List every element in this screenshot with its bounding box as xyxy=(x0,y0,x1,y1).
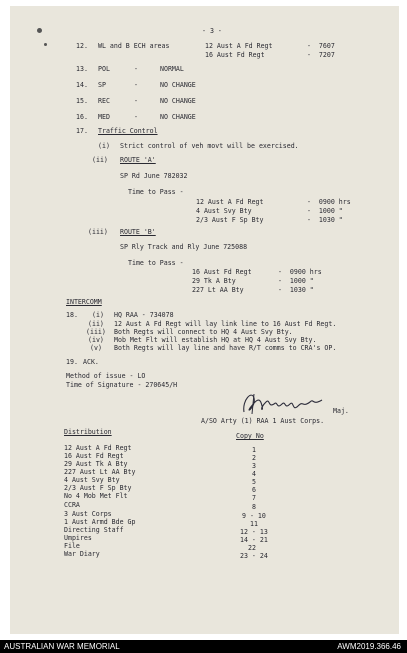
route-heading: ROUTE 'B' xyxy=(120,228,156,236)
sub-number: (iii) xyxy=(86,328,106,336)
distribution-copy: 6 xyxy=(252,486,256,494)
route-time: - 1030 " xyxy=(278,286,314,294)
archive-footer xyxy=(0,640,407,653)
sub-number: (ii) xyxy=(88,320,104,328)
start-point: SP Rly Track and Rly June 725088 xyxy=(120,243,248,251)
distribution-copy: 4 xyxy=(252,470,256,478)
document-page xyxy=(10,6,399,634)
distribution-copy: 8 xyxy=(252,503,256,511)
sub-number: (iii) xyxy=(88,228,108,236)
distribution-recipient: 3 Aust Corps xyxy=(64,510,112,518)
distribution-copy: 2 xyxy=(252,454,256,462)
distribution-recipient: Umpires xyxy=(64,534,92,542)
sub-text: Both Regts will connect to HQ 4 Aust Svy Bty. xyxy=(114,328,293,336)
distribution-copy: 7 xyxy=(252,494,256,502)
route-unit: 16 Aust Fd Regt xyxy=(192,268,252,276)
route-unit: 227 Lt AA Bty xyxy=(192,286,244,294)
start-point: SP Rd June 782032 xyxy=(120,172,188,180)
distribution-recipient: 29 Aust Tk A Bty xyxy=(64,460,128,468)
para-label: POL xyxy=(98,65,110,73)
distribution-recipient: 16 Aust Fd Regt xyxy=(64,452,124,460)
para-label: SP xyxy=(98,81,106,89)
unit-name: 12 Aust A Fd Regt xyxy=(205,42,273,50)
para-number: 13. xyxy=(76,65,88,73)
distribution-recipient: 1 Aust Armd Bde Gp xyxy=(64,518,136,526)
distribution-copy: 23 - 24 xyxy=(240,552,268,560)
para-number: 12. xyxy=(76,42,88,50)
sub-text: Mob Met Flt will establish HQ at HQ 4 Aust Svy Bty. xyxy=(114,336,317,344)
page-number: - 3 - xyxy=(202,27,222,35)
copy-number-heading: Copy No xyxy=(236,432,264,440)
para-value: NORMAL xyxy=(160,65,184,73)
punch-hole xyxy=(44,43,47,46)
distribution-recipient: CCRA xyxy=(64,501,80,509)
time-to-pass-label: Time to Pass - xyxy=(128,259,184,267)
para-number: 18. xyxy=(66,311,78,319)
distribution-recipient: No 4 Mob Met Flt xyxy=(64,492,128,500)
route-unit: 2/3 Aust F Sp Bty xyxy=(196,216,264,224)
dash: - xyxy=(134,65,138,73)
para-number: 14. xyxy=(76,81,88,89)
para-label: MED xyxy=(98,113,110,121)
sub-text: 12 Aust A Fd Regt will lay link line to 16 Aust Fd Regt. xyxy=(114,320,337,328)
sub-text: Strict control of veh movt will be exercised. xyxy=(120,142,299,150)
distribution-recipient: War Diary xyxy=(64,550,100,558)
route-time: - 1000 " xyxy=(307,207,343,215)
sub-number: (i) xyxy=(92,311,104,319)
sub-number: (i) xyxy=(98,142,110,150)
time-to-pass-label: Time to Pass - xyxy=(128,188,184,196)
distribution-copy: 3 xyxy=(252,462,256,470)
sub-number: (iv) xyxy=(88,336,104,344)
distribution-copy: 9 - 10 xyxy=(242,512,266,520)
unit-name: 16 Aust Fd Regt xyxy=(205,51,265,59)
para-value: NO CHANGE xyxy=(160,97,196,105)
section-heading: Traffic Control xyxy=(98,127,158,135)
route-unit: 29 Tk A Bty xyxy=(192,277,236,285)
sub-number: (v) xyxy=(90,344,102,352)
sub-number: (ii) xyxy=(92,156,108,164)
route-time: - 1030 " xyxy=(307,216,343,224)
distribution-recipient: 4 Aust Svy Bty xyxy=(64,476,120,484)
distribution-copy: 5 xyxy=(252,478,256,486)
distribution-recipient: Directing Staff xyxy=(64,526,124,534)
route-unit: 4 Aust Svy Bty xyxy=(196,207,252,215)
distribution-copy: 12 - 13 xyxy=(240,528,268,536)
distribution-copy: 14 - 21 xyxy=(240,536,268,544)
route-time: - 1000 " xyxy=(278,277,314,285)
para-number: 16. xyxy=(76,113,88,121)
footer-accession-number: AWM2019.366.46 xyxy=(337,642,401,651)
sub-text: Both Regts will lay line and have R/T comms to CRA's OP. xyxy=(114,344,337,352)
signatory-title: A/SO Arty (1) RAA 1 Aust Corps. xyxy=(201,417,325,425)
dash: - xyxy=(134,81,138,89)
para-label: ACK. xyxy=(83,358,99,366)
route-unit: 12 Aust A Fd Regt xyxy=(196,198,264,206)
distribution-copy: 22 xyxy=(248,544,256,552)
distribution-recipient: 12 Aust A Fd Regt xyxy=(64,444,132,452)
distribution-copy: 1 xyxy=(252,446,256,454)
signatory-rank: Maj. xyxy=(333,407,349,415)
sub-text: HQ RAA - 734078 xyxy=(114,311,174,319)
para-number: 19. xyxy=(66,358,78,366)
distribution-copy: 11 xyxy=(250,520,258,528)
distribution-recipient: 227 Aust Lt AA Bty xyxy=(64,468,136,476)
para-number: 15. xyxy=(76,97,88,105)
para-number: 17. xyxy=(76,127,88,135)
method-of-issue: Method of issue - LO xyxy=(66,372,146,380)
para-value: NO CHANGE xyxy=(160,81,196,89)
distribution-recipient: File xyxy=(64,542,80,550)
handwritten-signature xyxy=(238,388,330,420)
grid-value: - 7207 xyxy=(307,51,335,59)
dash: - xyxy=(134,97,138,105)
para-label: WL and B ECH areas xyxy=(98,42,170,50)
distribution-heading: Distribution xyxy=(64,428,112,436)
dash: - xyxy=(134,113,138,121)
para-label: REC xyxy=(98,97,110,105)
route-heading: ROUTE 'A' xyxy=(120,156,156,164)
route-time: - 0900 hrs xyxy=(307,198,351,206)
grid-value: - 7607 xyxy=(307,42,335,50)
distribution-recipient: 2/3 Aust F Sp Bty xyxy=(64,484,132,492)
section-heading: INTERCOMM xyxy=(66,298,102,306)
footer-institution: AUSTRALIAN WAR MEMORIAL xyxy=(4,642,120,651)
route-time: - 0900 hrs xyxy=(278,268,322,276)
time-of-signature: Time of Signature - 270645/H xyxy=(66,381,178,389)
punch-hole xyxy=(37,28,42,33)
para-value: NO CHANGE xyxy=(160,113,196,121)
